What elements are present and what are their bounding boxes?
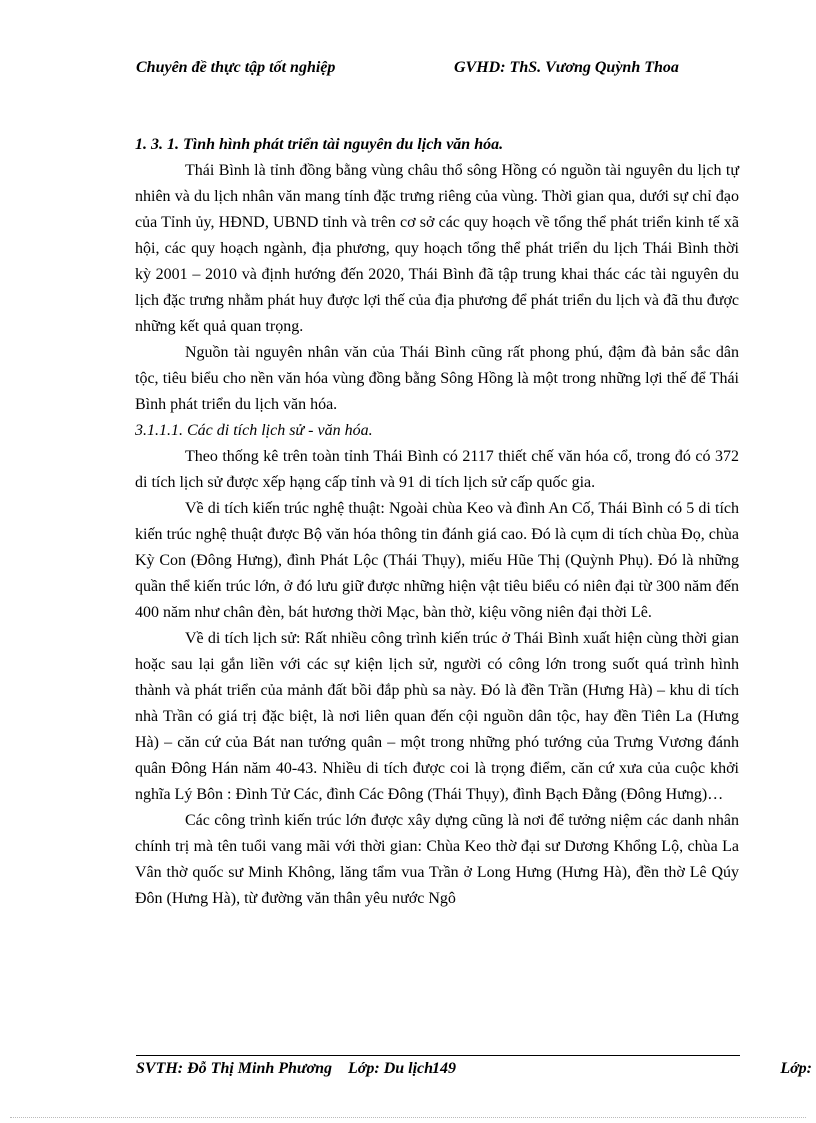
page-header: [136, 59, 736, 83]
header-supervisor: GVHD: ThS. Vương Quỳnh Thoa: [454, 59, 679, 76]
class-number: 49: [440, 1060, 456, 1077]
paragraph: Theo thống kê trên toàn tỉnh Thái Bình có 2117 thiết chế văn hóa cổ, trong đó có 372 di tích lịch sử được xếp hạng cấp tỉnh và 91 di tích lịch sử cấp quốc gia.: [135, 448, 739, 491]
section-heading: 1. 3. 1. Tình hình phát triển tài nguyên du lịch văn hóa.: [135, 136, 504, 153]
document-body: [135, 132, 739, 912]
paragraph: Nguồn tài nguyên nhân văn của Thái Bình cũng rất phong phú, đậm đà bản sắc dân tộc, tiêu biểu cho nền văn hóa vùng đồng bằng Sông Hồng là một trong những lợi thế để Thái Bình phát triển du lịch văn hóa.: [135, 344, 739, 413]
page-number: 1: [432, 1060, 440, 1077]
footer-student: SVTH: Đỗ Thị Minh Phương: [136, 1060, 332, 1077]
page-footer: [136, 1060, 812, 1084]
footer-page-info: [432, 1060, 456, 1078]
paragraph: Thái Bình là tỉnh đồng bằng vùng châu thổ sông Hồng có nguồn tài nguyên du lịch tự nhiên và du lịch nhân văn mang tính đặc trưng riêng của vùng. Thời gian qua, dưới sự chỉ đạo của Tỉnh ủy, HĐND, UBND tỉnh và trên cơ sở các quy hoạch về tổng thể phát triển kinh tế xã hội, các quy hoạch ngành, địa phương, quy hoạch tổng thể phát triển du lịch Thái Bình thời kỳ 2001 – 2010 và định hướng đến 2020, Thái Bình đã tập trung khai thác các tài nguyên du lịch đặc trưng nhằm phát huy được lợi thế của địa phương để phát triển du lịch và đã thu được những kết quả quan trọng.: [135, 162, 739, 335]
footer-class-right: Lớp:: [780, 1060, 812, 1077]
paragraph: Các công trình kiến trúc lớn được xây dựng cũng là nơi để tưởng niệm các danh nhân chính trị mà tên tuổi vang mãi với thời gian: Chùa Keo thờ đại sư Dương Khổng Lộ, chùa La Vân thờ quốc sư Minh Không, lăng tẩm vua Trần ở Long Hưng (Hưng Hà), đền thờ Lê Qúy Đôn (Hưng Hà), từ đường văn thân yêu nước Ngô: [135, 812, 739, 907]
paragraph: Về di tích kiến trúc nghệ thuật: Ngoài chùa Keo và đình An Cố, Thái Bình có 5 di tích kiến trúc nghệ thuật được Bộ văn hóa thông tin đánh giá cao. Đó là cụm di tích chùa Đọ, chùa Kỳ Con (Đông Hưng), đình Phát Lộc (Thái Thụy), miếu Hũe Thị (Quỳnh Phụ). Đó là những quần thể kiến trúc lớn, ở đó lưu giữ được những hiện vật tiêu biểu có niên đại từ 300 năm đến 400 năm như chân đèn, bát hương thời Mạc, bàn thờ, kiệu võng niên đại thời Lê.: [135, 500, 739, 621]
page-edge-divider: [10, 1117, 806, 1118]
header-document-type: Chuyên đề thực tập tốt nghiệp: [136, 59, 336, 76]
paragraph: Về di tích lịch sử: Rất nhiều công trình kiến trúc ở Thái Bình xuất hiện cùng thời gian hoặc sau lại gắn liền với các sự kiện lịch sử, người có công lớn trong suốt quá trình hình thành và phát triển của mảnh đất bồi đắp phù sa này. Đó là đền Trần (Hưng Hà) – khu di tích nhà Trần có giá trị đặc biệt, là nơi liên quan đến cội nguồn dân tộc, hay đền Tiên La (Hưng Hà) – căn cứ của Bát nan tướng quân – một trong những phó tướng của Trưng Vương đánh quân Đông Hán năm 40-43. Nhiều di tích được coi là trọng điểm, căn cứ xưa của cuộc khởi nghĩa Lý Bôn : Đình Tử Các, đình Các Đông (Thái Thụy), đình Bạch Đằng (Đông Hưng)…: [135, 630, 739, 803]
footer-class: Lớp: Du lịch: [348, 1060, 434, 1077]
footer-divider: [136, 1055, 740, 1056]
subsection-heading: 3.1.1.1. Các di tích lịch sử - văn hóa.: [135, 422, 373, 439]
